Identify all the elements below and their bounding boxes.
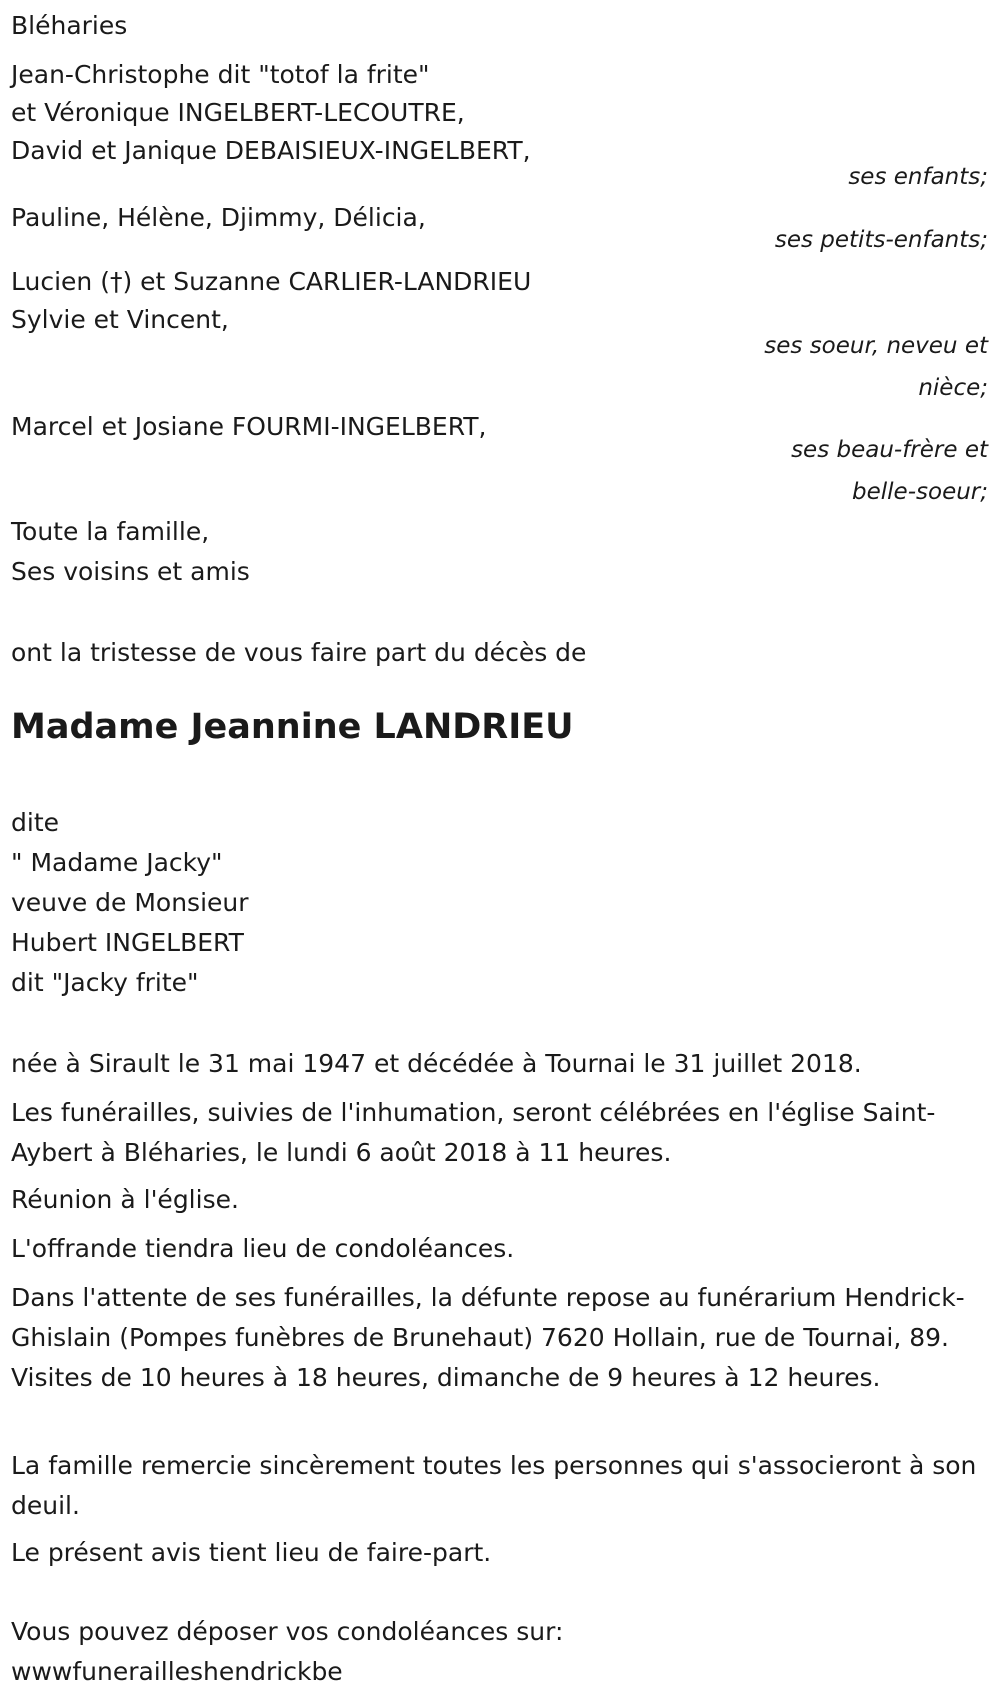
notice-paragraph: Le présent avis tient lieu de faire-part. [11,1538,492,1567]
thanks-paragraph: La famille remercie sincèrement toutes les personnes qui s'associeront à son deuil. [11,1451,977,1520]
visitation-paragraph: Dans l'attente de ses funérailles, la défunte repose au funérarium Hendrick-Ghislain (Pompes funèbres de Brunehaut) 7620 Hollain, rue de Tournai, 89. Visites de 10 heures à 18 heures, dimanche de 9 heures à 12 heures. [11,1283,965,1392]
inlaws-line: Marcel et Josiane FOURMI-INGELBERT, [11,412,487,441]
condolences-label: Vous pouvez déposer vos condoléances sur: [11,1617,564,1646]
announcement: ont la tristesse de vous faire part du décès de [11,638,587,667]
grandchildren-role: ses petits-enfants; [774,227,988,253]
alias-line-1: dite [11,808,59,837]
location: Bléharies [11,11,128,40]
alias-line-3: veuve de Monsieur [11,888,249,917]
inlaws-role: ses beau-frère et belle-soeur; [791,437,988,505]
funeral-paragraph: Les funérailles, suivies de l'inhumation, seront célébrées en l'église Saint-Aybert à Bléharies, le lundi 6 août 2018 à 11 heures. [11,1098,936,1167]
offering-paragraph: L'offrande tiendra lieu de condoléances. [11,1234,515,1263]
grandchildren-line: Pauline, Hélène, Djimmy, Délicia, [11,203,426,232]
sibling-line-1: Lucien (†) et Suzanne CARLIER-LANDRIEU [11,267,532,296]
children-line-2: et Véronique INGELBERT-LECOUTRE, [11,98,465,127]
children-line-1: Jean-Christophe dit "totof la frite" [11,60,430,89]
alias-line-2: " Madame Jacky" [11,848,223,877]
children-role: ses enfants; [848,164,988,190]
others-line-2: Ses voisins et amis [11,557,250,586]
alias-line-5: dit "Jacky frite" [11,968,199,997]
alias-line-4: Hubert INGELBERT [11,928,244,957]
sibling-line-2: Sylvie et Vincent, [11,305,229,334]
sibling-role: ses soeur, neveu et nièce; [764,333,988,401]
others-line-1: Toute la famille, [11,517,210,546]
children-line-3: David et Janique DEBAISIEUX-INGELBERT, [11,136,531,165]
birth-death-paragraph: née à Sirault le 31 mai 1947 et décédée à Tournai le 31 juillet 2018. [11,1049,862,1078]
deceased-name: Madame Jeannine LANDRIEU [11,707,574,747]
meeting-paragraph: Réunion à l'église. [11,1185,239,1214]
condolences-website-link[interactable]: wwwfunerailleshendrickbe [11,1657,343,1686]
